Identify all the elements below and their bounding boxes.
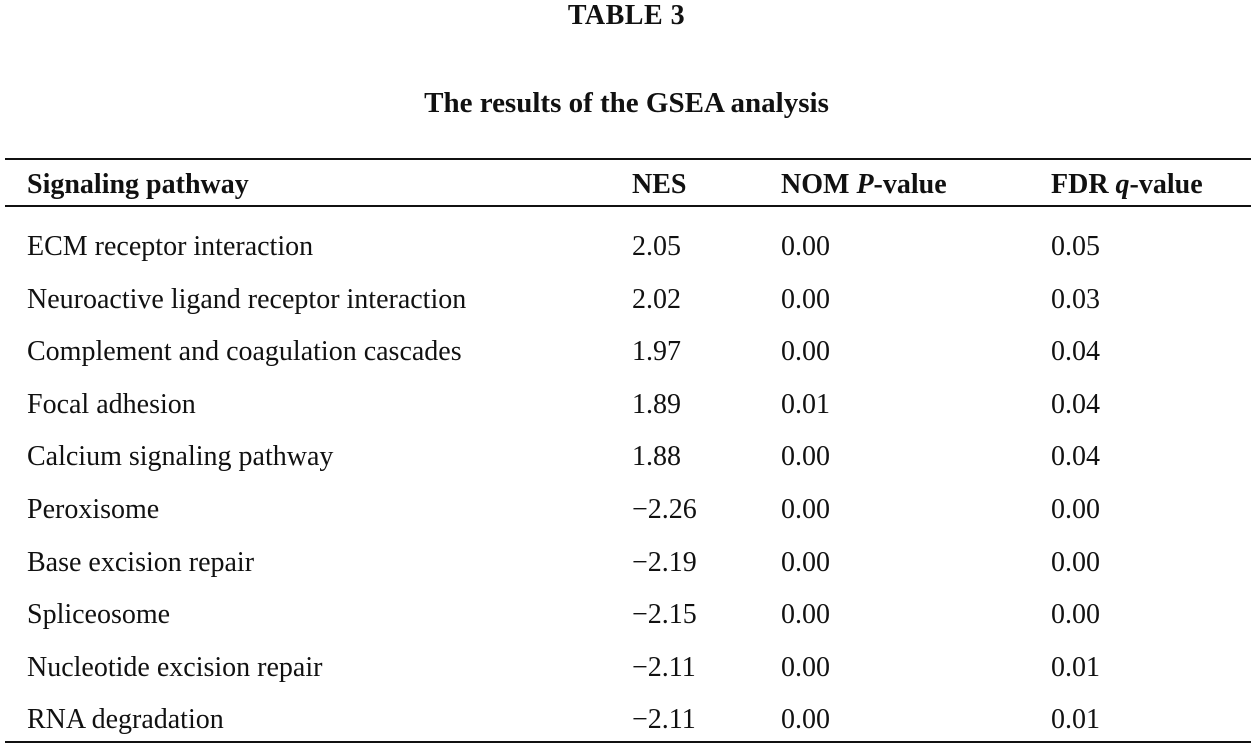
cell-nom-p-value: 0.00 [781, 336, 830, 367]
header-fdr-suffix: -value [1129, 169, 1203, 200]
cell-signaling-pathway: Complement and coagulation cascades [27, 336, 462, 367]
cell-fdr-q-value: 0.01 [1051, 704, 1100, 735]
header-nom-p-value [781, 169, 947, 201]
table-row [0, 652, 1253, 704]
cell-nes: 1.89 [632, 389, 681, 420]
header-nom-prefix: NOM [781, 169, 857, 200]
table-row [0, 284, 1253, 336]
table-row [0, 547, 1253, 599]
cell-nom-p-value: 0.00 [781, 704, 830, 735]
cell-signaling-pathway: Peroxisome [27, 494, 160, 525]
table-row [0, 494, 1253, 546]
cell-fdr-q-value: 0.01 [1051, 652, 1100, 683]
cell-fdr-q-value: 0.00 [1051, 547, 1100, 578]
cell-signaling-pathway: Neuroactive ligand receptor interaction [27, 284, 467, 315]
cell-nes: −2.19 [632, 547, 697, 578]
cell-nes: 1.97 [632, 336, 681, 367]
cell-signaling-pathway: Focal adhesion [27, 389, 196, 420]
cell-nes: 2.05 [632, 231, 681, 262]
cell-fdr-q-value: 0.03 [1051, 284, 1100, 315]
table-row [0, 599, 1253, 651]
table-row [0, 704, 1253, 756]
cell-nom-p-value: 0.00 [781, 494, 830, 525]
table-row [0, 336, 1253, 388]
cell-nom-p-value: 0.00 [781, 441, 830, 472]
cell-fdr-q-value: 0.04 [1051, 441, 1100, 472]
cell-nom-p-value: 0.00 [781, 599, 830, 630]
cell-signaling-pathway: Calcium signaling pathway [27, 441, 334, 472]
header-fdr-q-value [1051, 169, 1203, 201]
table-label: TABLE 3 [567, 0, 686, 31]
cell-nom-p-value: 0.00 [781, 652, 830, 683]
header-rule [5, 205, 1251, 207]
cell-signaling-pathway: RNA degradation [27, 704, 224, 735]
cell-fdr-q-value: 0.00 [1051, 599, 1100, 630]
cell-signaling-pathway: Base excision repair [27, 547, 255, 578]
header-fdr-italic: q [1115, 169, 1130, 200]
cell-nom-p-value: 0.00 [781, 284, 830, 315]
bottom-rule [5, 741, 1251, 743]
cell-nes: 1.88 [632, 441, 681, 472]
table-row [0, 441, 1253, 493]
cell-nom-p-value: 0.00 [781, 547, 830, 578]
header-fdr-prefix: FDR [1051, 169, 1116, 200]
cell-nes: 2.02 [632, 284, 681, 315]
cell-fdr-q-value: 0.04 [1051, 336, 1100, 367]
cell-fdr-q-value: 0.04 [1051, 389, 1100, 420]
header-signaling-pathway: Signaling pathway [27, 169, 249, 200]
cell-signaling-pathway: Spliceosome [27, 599, 171, 630]
cell-nom-p-value: 0.01 [781, 389, 830, 420]
top-rule [5, 158, 1251, 160]
cell-signaling-pathway: Nucleotide excision repair [27, 652, 323, 683]
table-row [0, 231, 1253, 283]
cell-nom-p-value: 0.00 [781, 231, 830, 262]
cell-nes: −2.26 [632, 494, 697, 525]
header-nes: NES [632, 169, 687, 200]
table-row [0, 389, 1253, 441]
cell-nes: −2.11 [632, 652, 696, 683]
cell-fdr-q-value: 0.05 [1051, 231, 1100, 262]
cell-nes: −2.11 [632, 704, 696, 735]
header-nom-italic: P [856, 169, 874, 200]
table-caption: The results of the GSEA analysis [424, 87, 829, 119]
cell-signaling-pathway: ECM receptor interaction [27, 231, 314, 262]
header-nom-suffix: -value [873, 169, 947, 200]
cell-nes: −2.15 [632, 599, 697, 630]
cell-fdr-q-value: 0.00 [1051, 494, 1100, 525]
